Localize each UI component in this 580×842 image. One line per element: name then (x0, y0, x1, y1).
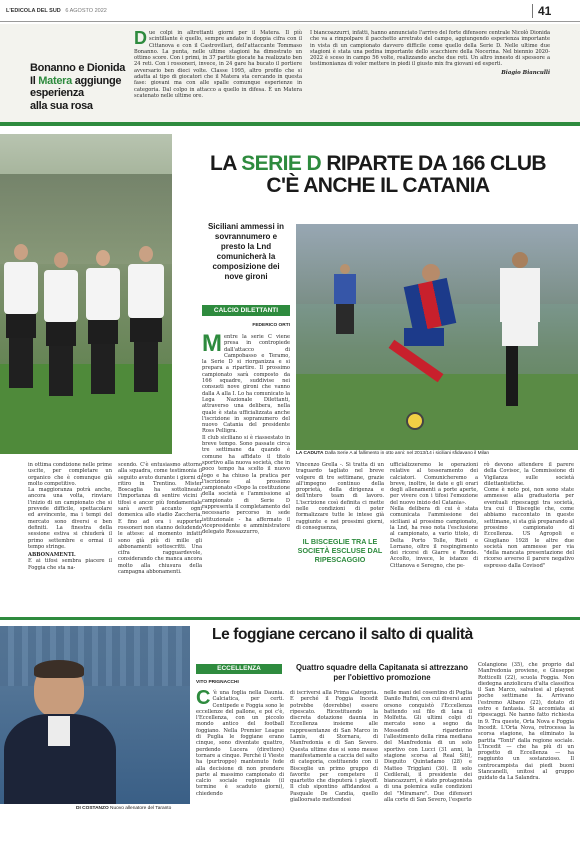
serie-d-col1: M entre la serie C viene presa in contropiede dall'attacco di Campobasso e Teramo, la Serie D si riorganizza e si prepara a ripartire. Il prossimo campionato sarà composto da 166 squadre, suddivise nei consueti nove gironi che vanno dalla A alla I. Lo ha comunicato la Lega Nazionale Dilettanti, attraverso una delibera, nella quale è stata ufficializzata anche l'iscrizione in sopranumero del nuovo Catania del presidente Ross Pelligra. Il club siciliano si è riassestato in breve tempo. Sono passate circa tre settimane da quando è comune ha affidato il titolo sportivo alla nuova società, che in poco tempo ha scelto il nuovo logo e ha chiuso la pratica per l'iscrizione al prossimo campionato «Dopo la costituzione della società e l'ammissione al campionato di Serie D rappresenta il completamento del necessario percorso in sede istituzionale - ha affermato il vicepresidente e amministratore delegato Rossazzurro, (202, 330, 290, 536)
coach-photo (0, 626, 190, 804)
foggiane-subhead: Quattro squadre della Capitanata si attrezzano per l'obiettivo promozione (295, 663, 468, 682)
player-silhouette (128, 246, 164, 411)
coach-photo-caption: DI COSTANZO Nuovo allenatore del Taranto (76, 806, 172, 811)
page-number: 41 (538, 4, 552, 18)
drop-cap: M (202, 330, 222, 357)
top-story-body-right: I biancoazzurri, infatti, hanno annunciato l'arrivo del forte difensore centrale Nicolò Dionida che va a rimpolpare il pacchetto arretrato del campo, aggiungendo esperienza importante in vista di un campionato davvero difficile come quello della Serie D. Nelle ultime due stagioni è stata una pedina importante dello scacchiere della Nocerina. Nel biennio 2020-2022 è sceso in campo 56 volte, realizzando anche due reti. Un altro innesto di spessore a testimonianza di voler mettere in piedi il giusto mix fra giovani ed esperti. Biagio Bianculli (310, 30, 550, 76)
section-tag: CALCIO DILETTANTI (202, 305, 290, 316)
article-author: VITO PRIGNACCHI (196, 680, 239, 685)
top-story-title: Bonanno e Dionida Il Matera aggiunge esperienza alla sua rosa (30, 62, 126, 112)
serie-d-headline: LA SERIE D RIPARTE DA 166 CLUB C'È ANCHE IL CATANIA (210, 152, 546, 197)
player-opponent (490, 252, 550, 422)
drop-cap: D (134, 28, 147, 48)
team-photo (0, 134, 172, 454)
foggia-col2: scendo. C'è entusiasmo attorno alla squadra, come testimonia il seguito avuto durante i giorni di ritiro in Trentino. Mister Boscaglia ha sottolineato l'importanza di sentire vicini i tifosi e ancor più fondamentale sarà averli accanto ogni domenica allo stadio Zaccheria. E fino ad ora i supporter rossoneri non stanno deludendo le attese: al momento infatti sono già più di mille gli abbonamenti sottoscritti. Una cifra ragguardevole, considerando che manca ancora molto alla chiusura della campagna abbonamenti. (118, 462, 202, 576)
header-divider (532, 4, 533, 18)
article-author: FEDERICO ORTI (252, 323, 290, 328)
coach-shirt (48, 716, 70, 746)
stands-background (0, 626, 190, 686)
top-story (0, 24, 580, 126)
drop-cap: C (196, 687, 211, 709)
section-divider (0, 617, 580, 620)
player-silhouette (44, 252, 78, 412)
ball-icon (406, 412, 424, 430)
match-photo-caption: LA CADUTA Dalla Serie A al fallimento in otto anni: nel 2013/14 i siciliani sfidavano il Milan (296, 451, 490, 456)
foggiane-col2: di iscriversi alla Prima Categoria. E perché il Foggia Incedit potrebbe (dovrebbe) essere ripescato. Ricostituendo la discreta dotazione daunia in Eccellenza insieme alle rappresentanze di San Marco in Lamis, di Stornara, di Manfredonia e di San Severo. Questa ultime due si sono messe manifestamente a caccia del salto di categoria, costituendo con il Bisceglie un primo gruppo di favorite per competere il quartetto che disputerà i playoff. Il club sipontino affidandosi a Pasquale De Candia, quello gialloorsato mettendosi (290, 690, 378, 804)
serie-d-col3: ufficializzeremo le operazioni relative al tesseramento dei calciatori. Comunicheremo a breve, inoltre, le date e gli orari degli allenamenti a porte aperte, per vivere con i tifosi l'emozione del nuovo inizio del Catania». Nella delibera di cui è stata comunicata l'ammissione dei siciliani al prossimo campionato, la Lnd, ha reso nota l'esclusione al campionato, a vario titolo, di Delta Porto Tolle, Rieti e Lornano, oltre il respingimento dei ricorsi di Giarre e Rende. Accolto, invece, le istanze di Cittanova e Seregno, che pe- (390, 462, 478, 569)
issue-date: 6 AGOSTO 2022 (65, 8, 107, 14)
serie-d-col4: rò devono attendere il parere della Covisoc, la Commissione di Vigilanza sulle società dilettantistiche. Come è noto poi, non sono state ammesse alla graduatoria per eventuali ripescaggi tra società, tra cui il Bisceglie che, come abbiamo raccontato in queste settimane, si sta già preparando al prossimo campionato di Eccellenza. US Agropoli e Giugliano 1928 le altre due società non ammesse per via "della mancata presentazione del ricorso avverso il parere negativo espresso dalla Covisod" (484, 462, 574, 569)
serie-d-col2: Vincenzo Grella -. Si tratta di un traguardo tagliato nel breve volgere di tre settimane, grazie all'impegno continuo della proprietà, della dirigenza e dell'intero team di lavoro. L'iscrizione così definita ci mette nelle condizioni di poter formalizzare tutte le intese già raggiunte e nei prossimi giorni, di conseguenza, IL BISCEGLIE TRA LE SOCIETÀ ESCLUSE DAL RIPESCAGGIO (296, 462, 384, 565)
coach-hair (34, 660, 84, 678)
subsection-label: ABBONAMENTI. (28, 552, 76, 559)
serie-d-subhead: Siciliani ammessi in sovrannumero e presto la Lnd comunicherà la composizione dei nove gironi (207, 222, 285, 281)
player-background-left (334, 264, 356, 354)
player-catania (386, 264, 478, 414)
top-story-body-left: D ue colpi in altrettanti giorni per il Matera. Il più scintillante è quello, sempre andato in doppia cifra con il Cittanova e con il Castrovillari, dell'attaccante Tommaso Bonanno. La punta, nelle ultime stagioni ha dimostrato un ottimo score. Con i primi, in 37 partite giocate ha realizzato ben 24 reti. Con i rossoneri, invece, in 24 gare ha bucato il portiere avversario ben dieci volte. Classe 1995, altro profilo che si adatta al tipo di giocatori che il Matera sta cercando in questa fase: giovani ma con alle spalle comunque esperienze in categoria. Dal colpo in attacco a quello in difesa. È un Matera scatenato nelle ultime ore. (134, 28, 302, 99)
section-tag: ECCELLENZA (196, 664, 282, 674)
foggiane-col4: Colangione (35), che proprio dal Manfredonia proviene, e Giuseppe Rotticelli (22), scuola Foggia. Non diedegna anziolicura d'alta classifica il San Marco, salvatosi al playout poche settimane fa. Arrivano l'estremo Albano (22), dotato di estro e fantasia. Si accomiata ai ripescaggi. Ne hanno fatto richiesta in 9. Tra queste, Orta Nova e Foggia Incedit. L'Orta Nova, retrocessa la scorsa stagione, ha eliminato la partita "Tonti" dalla regione sociale. L'Incedit — che ha più di un progetto di Eccellenza — ha raggiunto un sostanzioso. Il centrocampista dai piedi buoni Stancanelli, unitosi al gruppo guidato da La Salandra. (478, 662, 574, 782)
foggiane-headline: Le foggiane cercano il salto di qualità (212, 626, 473, 643)
match-photo (296, 224, 578, 450)
page-header (0, 0, 580, 22)
top-story-author: Biagio Bianculli (501, 69, 550, 76)
foggia-col1: in ottima condizione nelle prime uscite, per completare un organico che è comunque già molto competitivo. La maggioranza potrà anche, ancora una volta, rinviare l'inizio di un campionato che si prevede difficile, spettacolare ed avvincente, ma i tempi del mercato sono diversi e ben definiti. La finestra della sessione estiva si chiuderà il primo settembre e ormai il tempo stringe. ABBONAMENTI. E ai tifosi sembra piacere il Foggia che sta na- (28, 462, 112, 571)
paper-name: L'EDICOLA DEL SUD (6, 8, 61, 14)
foggiane-col1: C 'è una foglia nella Daunia. Calciatica, per certi. Centipede e Foggia sono le eccellenze del pallone, e poi c'è, l'Eccellenza, con un piccolo mondo antico del football foggiano. Nella Premier League di Puglia le foggiane erano cinque, sono diventate quattro, perdendo Lucera (direttore) tornare a cinque. Perché il Vieste ha (purtroppo) mantenuto fede alla decisione di non prendere parte al massimo campionato di calcio sociale regionale (il termine è scaduto giorni), chiedendo (196, 687, 284, 797)
player-silhouette (86, 250, 120, 410)
foggiane-col3: nelle mani del cosentino di Puglia Danilo Rufini, con cui diversi anni orsono conquistò l'Eccellenza battendo sul filo di lana il Molfetta. Gli ultimi colpi di mercato sono a segno da Mosseddi rigarderino l'allestimento della rima mediana del Manfredonia di un solo sportivo con Lucci (31 anni, la stagione scorsa al Real Siti), Dieguito Quintadamo (28) e Matteo Trigglani (30). Il solo Cedilerali, il presidente dei biancazzurri, è stato protagonista di una polemica sulle condizioni del "Miramare". Due difensori alla corte di San Severo, l'esperto (384, 690, 472, 804)
player-silhouette (4, 244, 38, 404)
pull-quote: IL BISCEGLIE TRA LE SOCIETÀ ESCLUSE DAL RIPESCAGGIO (297, 537, 383, 565)
